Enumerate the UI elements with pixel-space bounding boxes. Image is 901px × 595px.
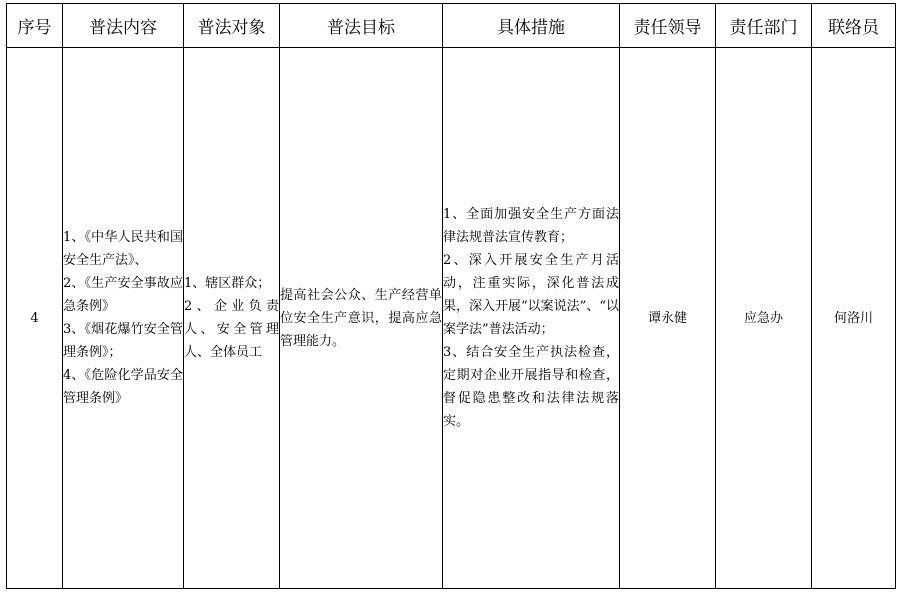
header-leader: 责任领导: [620, 4, 716, 48]
header-liaison: 联络员: [812, 4, 896, 48]
header-measures: 具体措施: [443, 4, 620, 48]
content-item: 2、《生产安全事故应急条例》: [63, 276, 183, 314]
header-goal: 普法目标: [280, 4, 443, 48]
content-item: 1、《中华人民共和国安全生产法》、: [63, 230, 183, 268]
header-targets: 普法对象: [184, 4, 280, 48]
department-cell: 应急办: [716, 48, 812, 589]
targets-cell: [184, 48, 280, 589]
liaison-cell: 何洛川: [812, 48, 896, 589]
content-item: 3、《烟花爆竹安全管理条例》；: [63, 322, 183, 360]
measure-item: 3、结合安全生产执法检查，定期对企业开展指导和检查，督促隐患整改和法律法规落实。: [443, 345, 619, 429]
measures-cell: [443, 48, 620, 589]
measure-item: 1、全面加强安全生产方面法律法规普法宣传教育；: [443, 207, 619, 245]
header-index: 序号: [7, 4, 63, 48]
table-row: [7, 48, 896, 589]
goal-cell: 提高社会公众、生产经营单位安全生产意识，提高应急管理能力。: [280, 48, 443, 589]
target-item: 2、企业负责人、安全管理人、全体员工: [184, 299, 279, 360]
header-row: [7, 4, 896, 48]
target-item: 1、辖区群众；: [184, 276, 271, 291]
row-index: 4: [7, 48, 63, 589]
content-cell: [63, 48, 184, 589]
header-department: 责任部门: [716, 4, 812, 48]
content-item: 4、《危险化学品安全管理条例》: [63, 368, 183, 406]
measure-item: 2、深入开展安全生产月活动，注重实际，深化普法成果，深入开展“以案说法”、“以案学法”普法活动；: [443, 253, 619, 337]
header-content: 普法内容: [63, 4, 184, 48]
legal-education-plan-table: [6, 3, 896, 589]
leader-cell: 谭永健: [620, 48, 716, 589]
